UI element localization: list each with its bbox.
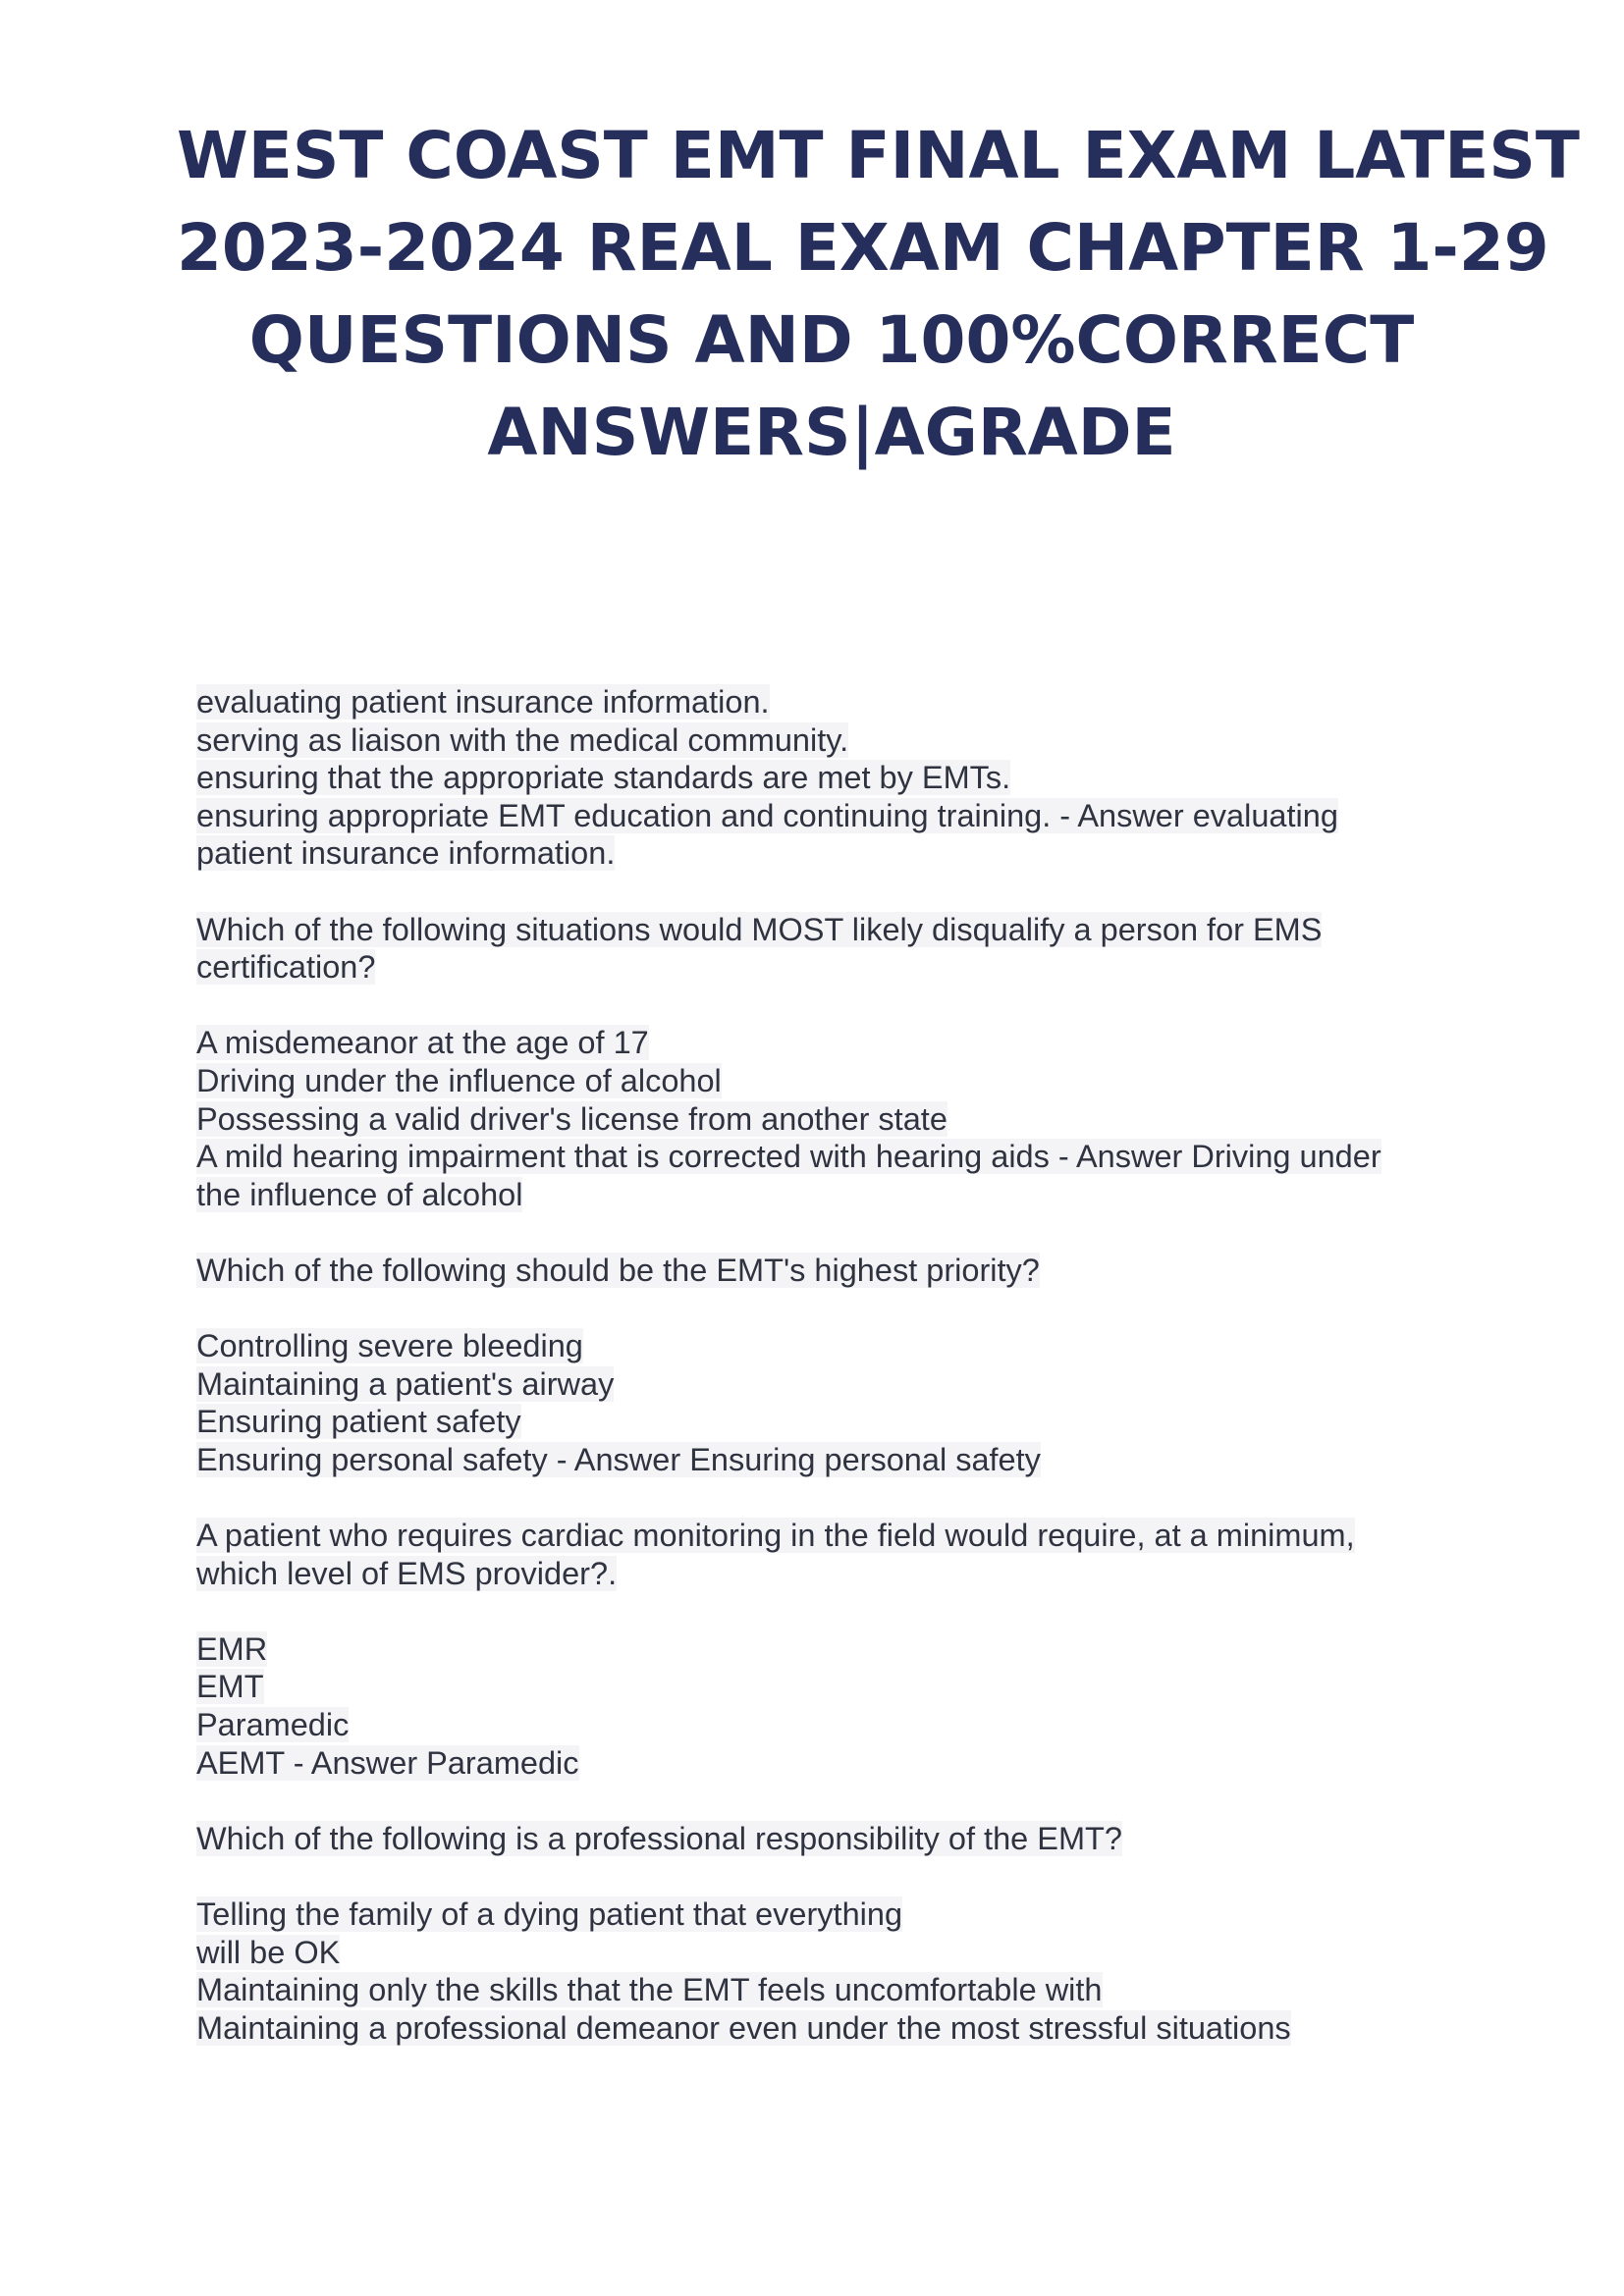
text-line: Driving under the influence of alcohol: [196, 1062, 722, 1098]
spacer: [196, 1592, 1492, 1630]
text-line: A mild hearing impairment that is corrected with hearing aids - Answer Driving under: [196, 1139, 1381, 1175]
text-line: the influence of alcohol: [196, 1176, 523, 1212]
question-block: [196, 911, 1492, 987]
question-line: Which of the following situations would MOST likely disqualify a person for EMS: [196, 911, 1323, 947]
text-line: Maintaining a professional demeanor even under the most stressful situations: [196, 2009, 1291, 2046]
text-line: serving as liaison with the medical community.: [196, 721, 849, 758]
text-line: A misdemeanor at the age of 17: [196, 1025, 649, 1061]
text-line: Paramedic: [196, 1707, 350, 1743]
question-block: [196, 1252, 1492, 1290]
question-line: A patient who requires cardiac monitoring in the field would require, at a minimum,: [196, 1518, 1355, 1554]
question-line: Which of the following should be the EMT's highest priority?: [196, 1252, 1040, 1288]
spacer: [196, 873, 1492, 911]
question-block: [196, 1820, 1492, 1858]
text-line: Controlling severe bleeding: [196, 1328, 583, 1364]
text-line: evaluating patient insurance information.: [196, 684, 770, 720]
title-line: QUESTIONS AND 100%CORRECT: [248, 302, 1415, 378]
question-block: [196, 1517, 1492, 1592]
question-line: which level of EMS provider?.: [196, 1555, 618, 1591]
text-line: EMT: [196, 1669, 264, 1705]
spacer: [196, 1857, 1492, 1896]
option-block: [196, 1024, 1492, 1213]
question-line: Which of the following is a professional responsibility of the EMT?: [196, 1820, 1122, 1856]
text-line: Possessing a valid driver's license from another state: [196, 1100, 947, 1137]
option-block: [196, 1327, 1492, 1478]
spacer: [196, 1290, 1492, 1328]
text-line: Ensuring personal safety - Answer Ensuring personal safety: [196, 1441, 1041, 1477]
text-line: will be OK: [196, 1934, 341, 1970]
document-title: [177, 110, 1580, 479]
text-line: Ensuring patient safety: [196, 1404, 521, 1440]
spacer: [196, 1782, 1492, 1820]
option-block: [196, 683, 1492, 873]
text-line: EMR: [196, 1630, 268, 1667]
title-line: 2023-2024 REAL EXAM CHAPTER 1-29: [177, 210, 1549, 286]
spacer: [196, 1213, 1492, 1252]
option-block: [196, 1896, 1492, 2047]
text-line: Maintaining only the skills that the EMT feels uncomfortable with: [196, 1972, 1103, 2008]
option-block: [196, 1630, 1492, 1782]
spacer: [196, 987, 1492, 1025]
spacer: [196, 1478, 1492, 1517]
title-line: WEST COAST EMT FINAL EXAM LATEST: [177, 118, 1580, 193]
text-line: ensuring that the appropriate standards are met by EMTs.: [196, 760, 1011, 796]
text-line: ensuring appropriate EMT education and continuing training. - Answer evaluating: [196, 797, 1338, 833]
text-line: Telling the family of a dying patient that everything: [196, 1896, 903, 1932]
text-line: Maintaining a patient's airway: [196, 1365, 615, 1402]
document-body: [196, 683, 1492, 2047]
title-line: ANSWERS|AGRADE: [487, 395, 1176, 470]
text-line: AEMT - Answer Paramedic: [196, 1744, 579, 1781]
question-line: certification?: [196, 949, 376, 986]
text-line: patient insurance information.: [196, 835, 616, 872]
